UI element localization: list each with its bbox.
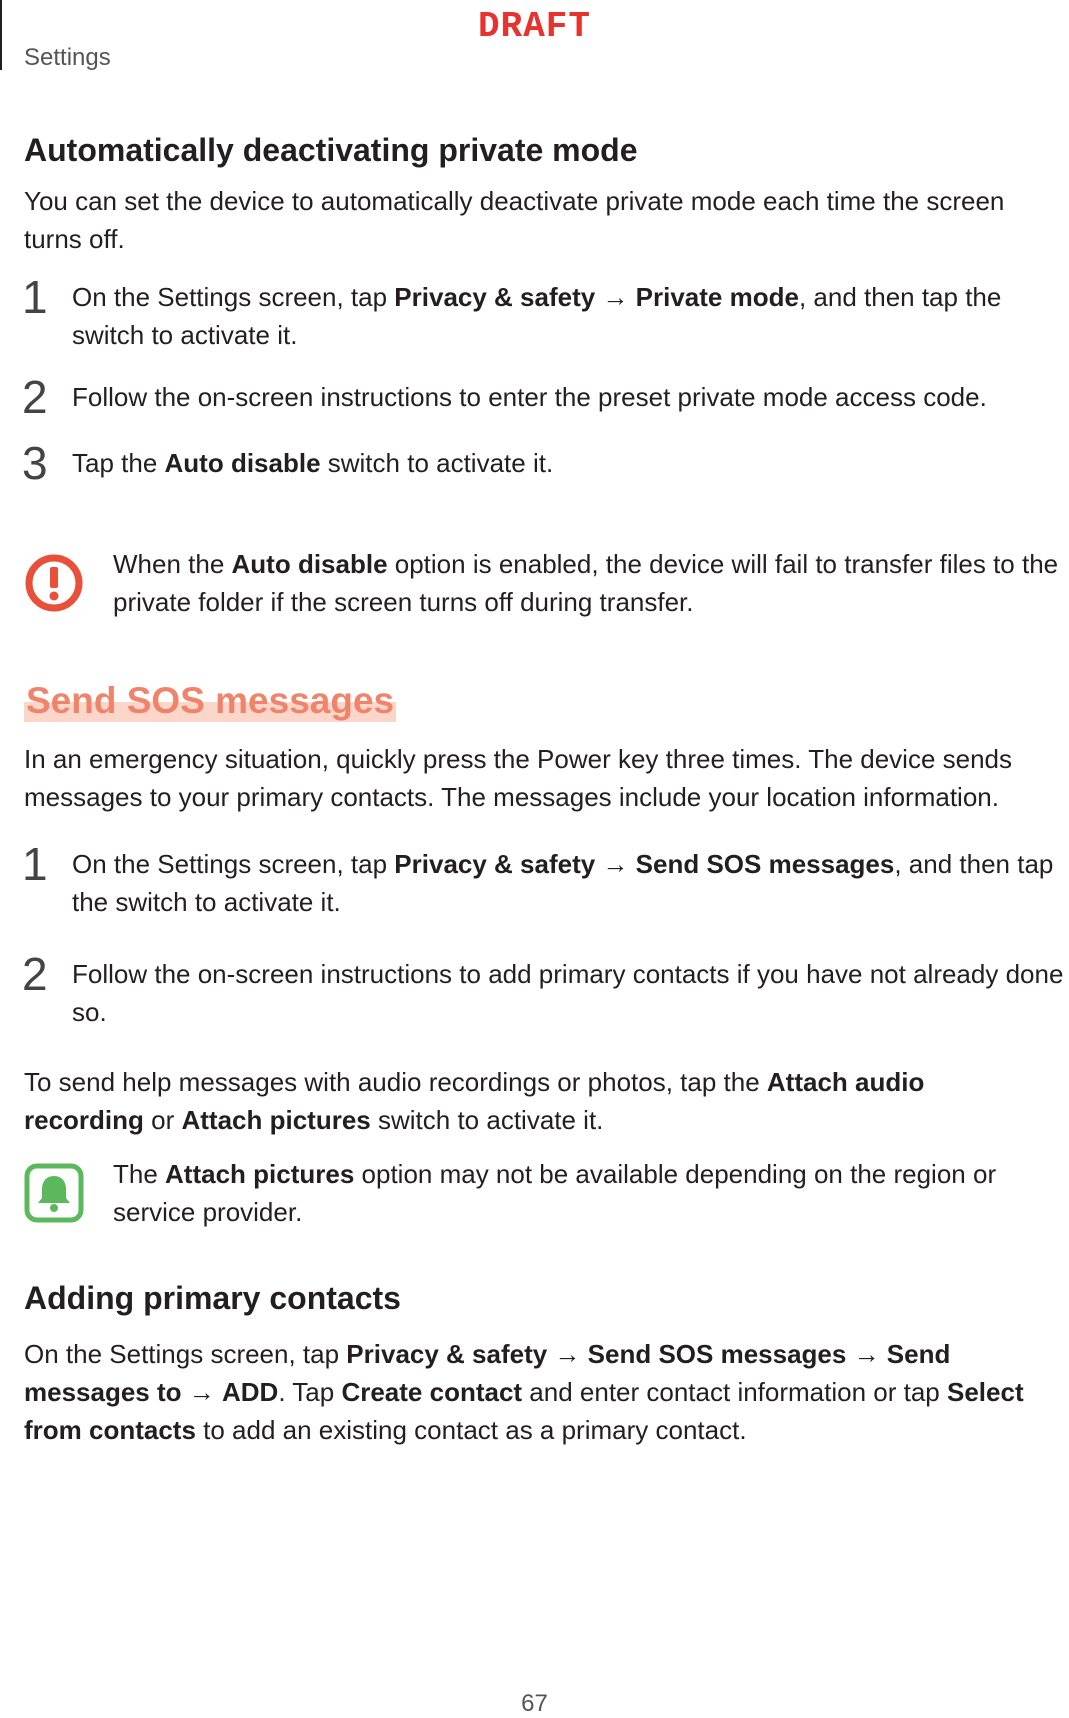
step-text: Follow the on-screen instructions to add primary contacts if you have not already done so. xyxy=(72,959,1064,1027)
step-number: 2 xyxy=(22,948,48,1000)
note-bell-icon xyxy=(24,1163,84,1223)
running-header: Settings xyxy=(24,44,111,71)
step-number: 2 xyxy=(22,371,48,423)
step-text: On the Settings screen, tap Privacy & safety → Private mode, and then tap the switch to activate it. xyxy=(72,282,1002,350)
step-text: Follow the on-screen instructions to enter the preset private mode access code. xyxy=(72,382,987,412)
attach-instructions: To send help messages with audio recordings or photos, tap the Attach audio recording or Attach pictures switch to activate it. xyxy=(24,1067,925,1135)
section-intro: You can set the device to automatically deactivate private mode each time the screen turns off. xyxy=(24,186,1005,254)
primary-contacts-text: On the Settings screen, tap Privacy & safety → Send SOS messages → Send messages to → ADD. Tap Create contact and enter contact information or tap Select from contacts to add an existing contact as a primary contact. xyxy=(24,1339,1024,1445)
step-text: Tap the Auto disable switch to activate it. xyxy=(72,448,554,478)
step-number: 1 xyxy=(22,838,48,890)
section-title-primary-contacts: Adding primary contacts xyxy=(24,1280,401,1316)
draft-watermark: DRAFT xyxy=(477,6,592,47)
page-number: 67 xyxy=(521,1690,548,1717)
section-title-private-mode: Automatically deactivating private mode xyxy=(24,132,638,168)
step-text: On the Settings screen, tap Privacy & safety → Send SOS messages, and then tap the switch to activate it. xyxy=(72,849,1054,917)
caution-icon xyxy=(24,553,84,613)
caution-text: When the Auto disable option is enabled, the device will fail to transfer files to the private folder if the screen turns off during transfer. xyxy=(113,549,1059,617)
step-number: 1 xyxy=(22,271,48,323)
note-text: The Attach pictures option may not be available depending on the region or service provider. xyxy=(113,1159,997,1227)
section-intro: In an emergency situation, quickly press the Power key three times. The device sends messages to your primary contacts. The messages include your location information. xyxy=(24,744,1013,812)
section-title-sos: Send SOS messages xyxy=(26,680,395,721)
step-number: 3 xyxy=(22,437,48,489)
